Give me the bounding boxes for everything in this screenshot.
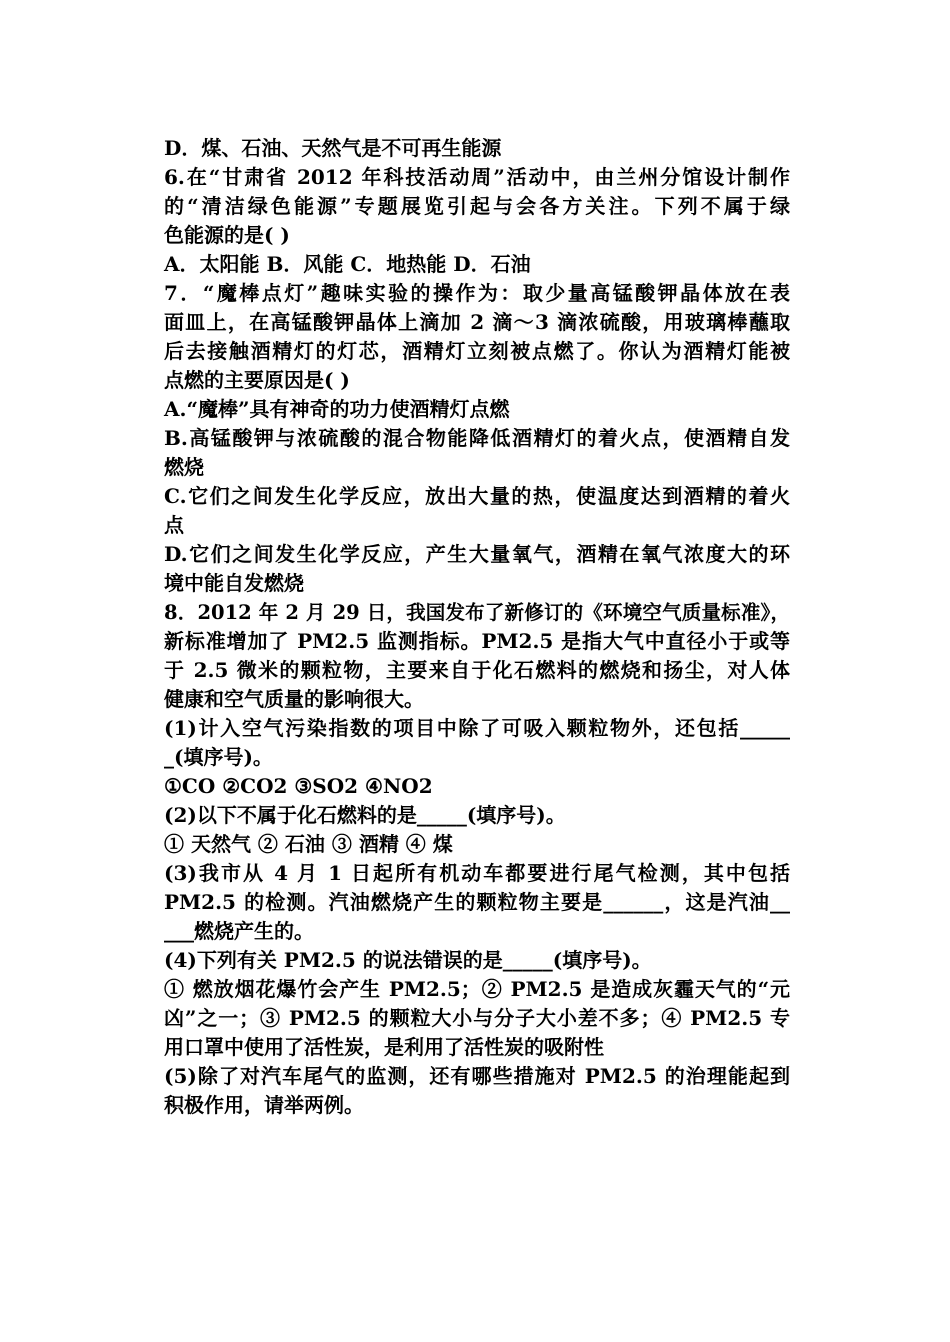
q8-part5-line-2: 积极作用，请举两例。	[164, 1093, 364, 1117]
q8-text-line-3: 于 2.5 微米的颗粒物，主要来自于化石燃料的燃烧和扬尘，对人体	[164, 658, 790, 682]
q6-text-line-2: 的“清洁绿色能源”专题展览引起与会各方关注。下列不属于绿	[164, 194, 790, 218]
q7-option-d-line-2: 境中能自发燃烧	[164, 571, 304, 595]
q7-text-line-2: 面皿上，在高锰酸钾晶体上滴加 2 滴～3 滴浓硫酸，用玻璃棒蘸取	[164, 310, 790, 334]
q7-option-a-line: A.“魔棒”具有神奇的功力使酒精灯点燃	[164, 397, 510, 421]
option-d-line: D．煤、石油、天然气是不可再生能源	[164, 136, 502, 160]
q8-text-line-2: 新标准增加了 PM2.5 监测指标。PM2.5 是指大气中直径小于或等	[164, 629, 790, 653]
q8-part2-line: (2)以下不属于化石燃料的是_____(填序号)。	[164, 803, 566, 827]
q6-text-line-3: 色能源的是( )	[164, 223, 290, 247]
q8-part4-line-4: 用口罩中使用了活性炭，是利用了活性炭的吸附性	[164, 1035, 604, 1059]
q7-text-line-3: 后去接触酒精灯的灯芯，酒精灯立刻被点燃了。你认为酒精灯能被	[164, 339, 790, 363]
q8-part3-line-1: (3)我市从 4 月 1 日起所有机动车都要进行尾气检测，其中包括	[164, 861, 790, 885]
q8-part4-line-2: ① 燃放烟花爆竹会产生 PM2.5；② PM2.5 是造成灰霾天气的“元	[164, 977, 790, 1001]
q8-part4-line-1: (4)下列有关 PM2.5 的说法错误的是_____(填序号)。	[164, 948, 652, 972]
q7-option-c-line-1: C.它们之间发生化学反应，放出大量的热，使温度达到酒精的着火	[164, 484, 790, 508]
q7-option-b-line-1: B.高锰酸钾与浓硫酸的混合物能降低酒精灯的着火点，使酒精自发	[164, 426, 790, 450]
q8-part1-line-1: (1)计入空气污染指数的项目中除了可吸入颗粒物外，还包括_____	[164, 716, 790, 740]
q8-text-line-1: 8．2012 年 2 月 29 日，我国发布了新修订的《环境空气质量标准》，	[164, 601, 790, 624]
q7-option-c-line-2: 点	[164, 513, 184, 537]
q8-part2-options: ① 天然气 ② 石油 ③ 酒精 ④ 煤	[164, 832, 453, 856]
q8-part5-line-1: (5)除了对汽车尾气的监测，还有哪些措施对 PM2.5 的治理能起到	[164, 1064, 790, 1088]
q8-text-line-4: 健康和空气质量的影响很大。	[164, 687, 424, 711]
q8-part4-line-3: 凶”之一；③ PM2.5 的颗粒大小与分子大小差不多；④ PM2.5 专	[164, 1006, 790, 1030]
q8-part1-options: ①CO ②CO2 ③SO2 ④NO2	[164, 774, 433, 798]
document-page	[164, 134, 790, 1120]
q7-option-d-line-1: D.它们之间发生化学反应，产生大量氧气，酒精在氧气浓度大的环	[164, 542, 790, 566]
q8-part1-line-2: _(填序号)。	[164, 745, 273, 769]
q7-text-line-4: 点燃的主要原因是( )	[164, 368, 350, 392]
q7-text-line-1: 7．“魔棒点灯”趣味实验的操作为：取少量高锰酸钾晶体放在表	[164, 281, 790, 305]
q7-option-b-line-2: 燃烧	[164, 455, 204, 479]
q6-options-line: A．太阳能 B．风能 C．地热能 D．石油	[164, 252, 531, 276]
q6-text-line-1: 6.在“甘肃省 2012 年科技活动周”活动中，由兰州分馆设计制作	[164, 165, 790, 189]
q8-part3-line-3: ___燃烧产生的。	[164, 919, 314, 943]
q8-part3-line-2: PM2.5 的检测。汽油燃烧产生的颗粒物主要是______，这是汽油__	[164, 890, 790, 914]
